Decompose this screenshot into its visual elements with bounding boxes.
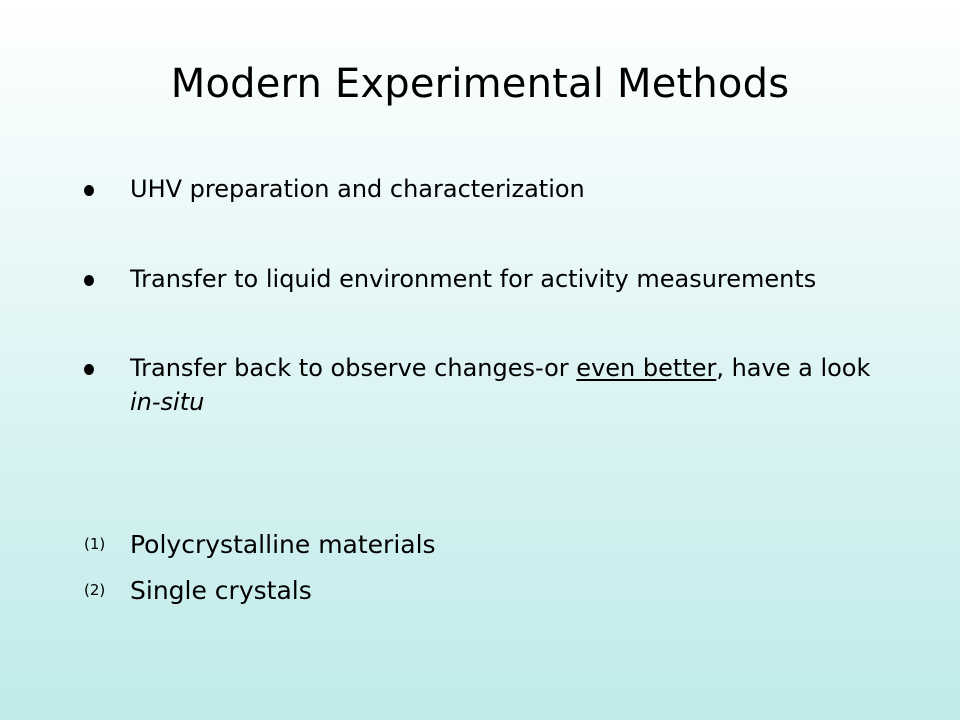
numbered-item bbox=[84, 574, 904, 608]
bullet-underlined-text: even better bbox=[576, 354, 717, 382]
bullet-italic-text: in-situ bbox=[130, 388, 205, 416]
bullet-list bbox=[84, 172, 904, 475]
bullet-text: Transfer back to observe changes-or bbox=[130, 354, 577, 382]
numbered-list bbox=[84, 528, 904, 620]
bullet-dot-icon bbox=[84, 364, 94, 375]
number-marker: (1) bbox=[84, 535, 106, 553]
slide-title: Modern Experimental Methods bbox=[170, 61, 790, 107]
numbered-item bbox=[84, 528, 904, 562]
bullet-text-middle: , have a look bbox=[716, 354, 871, 382]
number-marker: (2) bbox=[84, 581, 106, 599]
bullet-text: UHV preparation and characterization bbox=[130, 175, 585, 203]
numbered-text: Single crystals bbox=[130, 576, 312, 605]
bullet-item bbox=[84, 172, 904, 206]
bullet-text: Transfer to liquid environment for activity measurements bbox=[130, 265, 817, 293]
bullet-dot-icon bbox=[84, 275, 94, 286]
numbered-text: Polycrystalline materials bbox=[130, 530, 436, 559]
bullet-item bbox=[84, 262, 904, 296]
bullet-dot-icon bbox=[84, 185, 94, 196]
bullet-item bbox=[84, 351, 904, 419]
